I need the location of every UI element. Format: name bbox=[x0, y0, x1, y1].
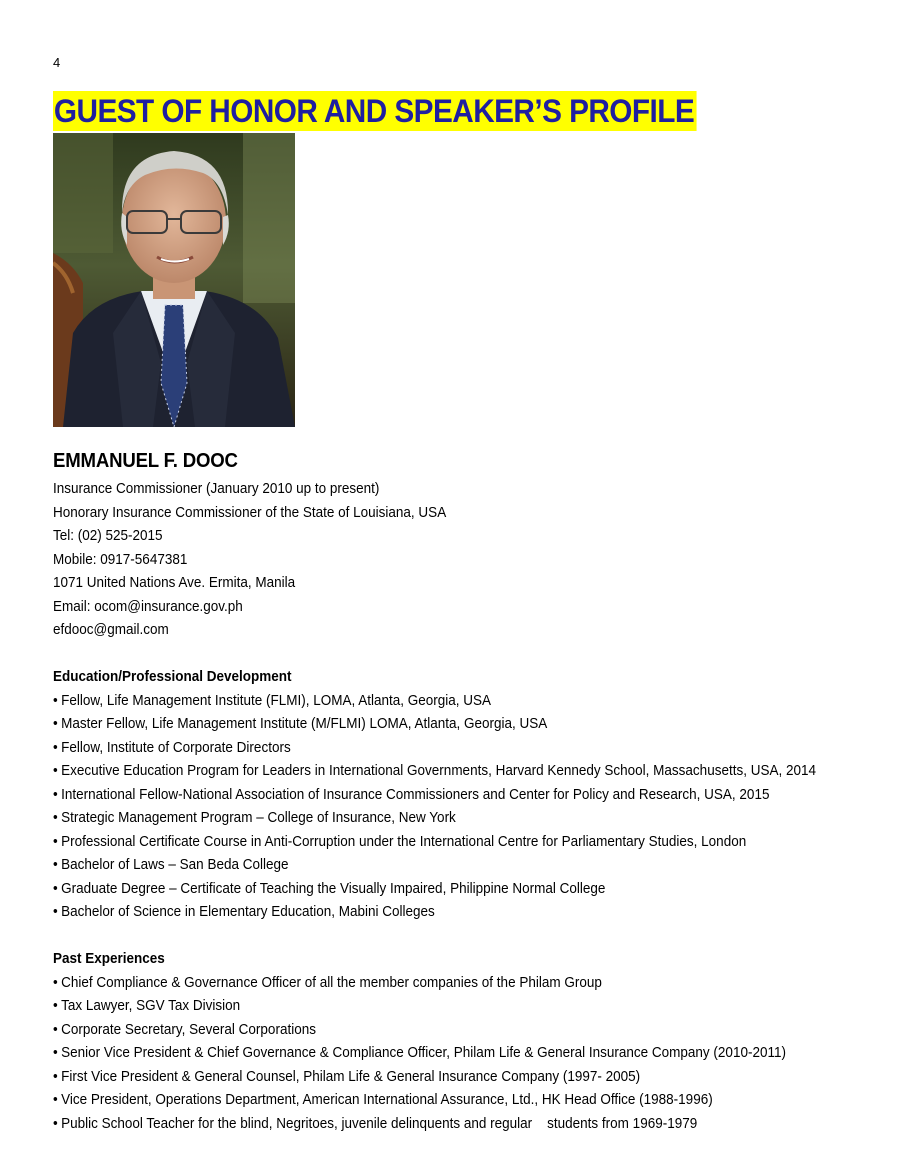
title-block bbox=[53, 91, 745, 131]
speaker-name: EMMANUEL F. DOOC bbox=[53, 450, 238, 472]
list-item: • Tax Lawyer, SGV Tax Division bbox=[53, 997, 241, 1014]
list-item: • Master Fellow, Life Management Institute (M/FLMI) LOMA, Atlanta, Georgia, USA bbox=[53, 715, 548, 732]
list-item: • Strategic Management Program – College of Insurance, New York bbox=[53, 809, 456, 826]
email-line: Email: ocom@insurance.gov.ph bbox=[53, 597, 243, 615]
speaker-photo bbox=[53, 133, 295, 427]
profile-section bbox=[53, 447, 883, 1135]
list-item: • Professional Certificate Course in Anti-Corruption under the International Centre for Parliamentary Studies, London bbox=[53, 832, 747, 850]
page-number: 4 bbox=[53, 55, 61, 70]
education-list bbox=[53, 689, 883, 924]
experience-heading: Past Experiences bbox=[53, 950, 165, 967]
position-line: Insurance Commissioner (January 2010 up to present) bbox=[53, 480, 380, 497]
list-item: • Fellow, Life Management Institute (FLMI), LOMA, Atlanta, Georgia, USA bbox=[53, 691, 492, 709]
secondary-email-line: efdooc@gmail.com bbox=[53, 621, 169, 638]
list-item: • First Vice President & General Counsel, Philam Life & General Insurance Company (1997- 2005) bbox=[53, 1067, 641, 1085]
list-item: • Chief Compliance & Governance Officer of all the member companies of the Philam Group bbox=[53, 973, 602, 991]
list-item: • Bachelor of Laws – San Beda College bbox=[53, 856, 289, 873]
mobile-line: Mobile: 0917-5647381 bbox=[53, 550, 188, 568]
education-heading: Education/Professional Development bbox=[53, 668, 292, 685]
address-line: 1071 United Nations Ave. Ermita, Manila bbox=[53, 574, 296, 591]
list-item: • Fellow, Institute of Corporate Directors bbox=[53, 738, 291, 756]
telephone-line: Tel: (02) 525-2015 bbox=[53, 527, 163, 544]
list-item: • International Fellow-National Association of Insurance Commissioners and Center for Policy and Research, USA, 2015 bbox=[53, 785, 770, 803]
page-title: GUEST OF HONOR AND SPEAKER’S PROFILE bbox=[53, 91, 697, 131]
experience-list bbox=[53, 971, 883, 1136]
list-item: • Senior Vice President & Chief Governance & Compliance Officer, Philam Life & General Insurance Company (2010-2011) bbox=[53, 1044, 786, 1061]
honorary-title-line: Honorary Insurance Commissioner of the State of Louisiana, USA bbox=[53, 503, 447, 521]
list-item: • Corporate Secretary, Several Corporations bbox=[53, 1020, 316, 1038]
list-item: • Vice President, Operations Department, American International Assurance, Ltd., HK Head Office (1988-1996) bbox=[53, 1091, 713, 1108]
list-item: • Public School Teacher for the blind, Negritoes, juvenile delinquents and regular students from 1969-1979 bbox=[53, 1114, 698, 1132]
list-item: • Executive Education Program for Leaders in International Governments, Harvard Kennedy School, Massachusetts, USA, 2014 bbox=[53, 762, 817, 779]
list-item: • Graduate Degree – Certificate of Teaching the Visually Impaired, Philippine Normal College bbox=[53, 879, 606, 897]
list-item: • Bachelor of Science in Elementary Education, Mabini Colleges bbox=[53, 903, 435, 920]
